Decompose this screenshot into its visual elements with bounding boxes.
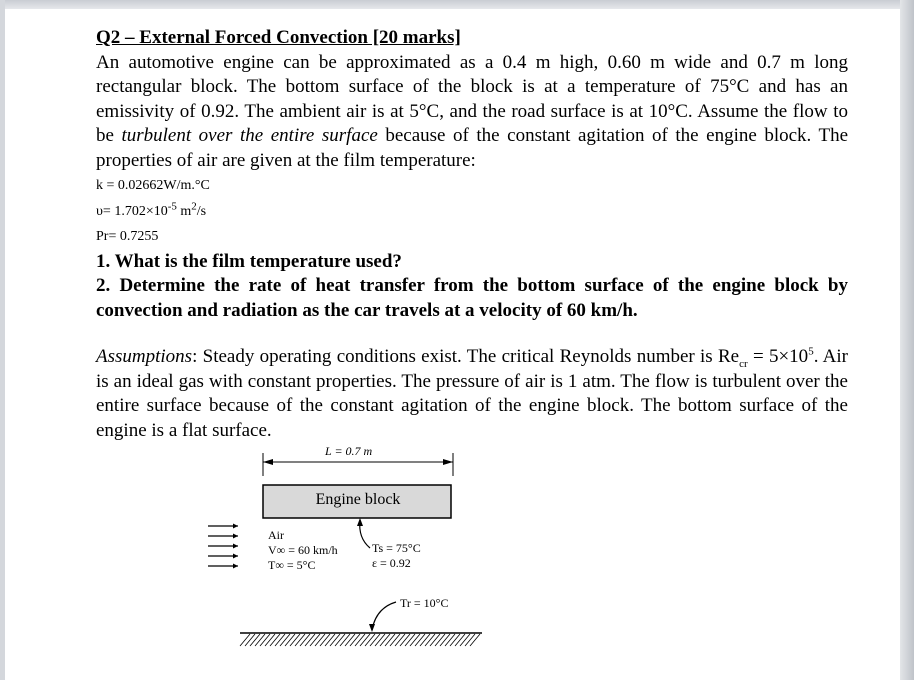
surface-temp-label: Ts = 75°C xyxy=(372,541,421,555)
window-frame-right xyxy=(900,0,914,680)
velocity-label: V∞ = 60 km/h xyxy=(268,543,338,557)
question-title: Q2 – External Forced Convection [20 marks] xyxy=(96,27,461,48)
assumptions-label: Assumptions xyxy=(96,346,193,367)
window-frame-left xyxy=(0,0,5,680)
window-frame-top xyxy=(0,0,914,9)
question-1: 1. What is the film temperature used? xyxy=(96,250,402,272)
intro-italic: turbulent over the entire surface xyxy=(121,125,378,146)
road-temp-label: Tr = 10°C xyxy=(400,596,449,610)
problem-statement xyxy=(96,51,848,174)
property-nu: $\upsilon= 1.702\times 10^{-5}$ $m^2/s$ xyxy=(96,199,207,219)
document-page xyxy=(96,26,848,443)
diagram-graphics xyxy=(200,440,520,660)
air-temp-label: T∞ = 5°C xyxy=(268,558,316,572)
question-2: 2. Determine the rate of heat transfer from the bottom surface of the engine block by convection and radiation as the car travels at a velocity of 60 km/h. xyxy=(96,275,848,321)
intro-text-2: because of the constant agitation of the engine block. The properties of air are given at the film temperature: xyxy=(96,125,849,171)
assumptions-paragraph: Assumptions: Steady operating conditions exist. The critical Reynolds number is $Re_{cr} = 5\times 10^5$. Air is an ideal gas with constant properties. The pressure of air is 1 atm. The flow is turbulent over the entire surface because of the constant agitation of the engine block. The bottom surface of the engine is a flat surface. xyxy=(96,345,849,441)
property-pr: Pr= 0.7255 xyxy=(96,229,159,244)
intro-text-1: An automotive engine can be approximated as a 0.4 m high, 0.60 m wide and 0.7 m long rectangular block. The bottom surface of the block is at a temperature of 75°C and has an emissivity of 0.92. The ambient air is at 5°C, and the road surface is at 10°C. Assume the flow to be xyxy=(96,51,848,146)
engine-block-label: Engine block xyxy=(315,491,401,508)
length-label: L = 0.7 m xyxy=(325,444,373,458)
engine-diagram xyxy=(200,440,520,660)
emissivity-label: ε = 0.92 xyxy=(372,556,411,570)
air-label: Air xyxy=(268,528,284,542)
property-k: k = 0.02662W/m.°C xyxy=(96,178,210,193)
